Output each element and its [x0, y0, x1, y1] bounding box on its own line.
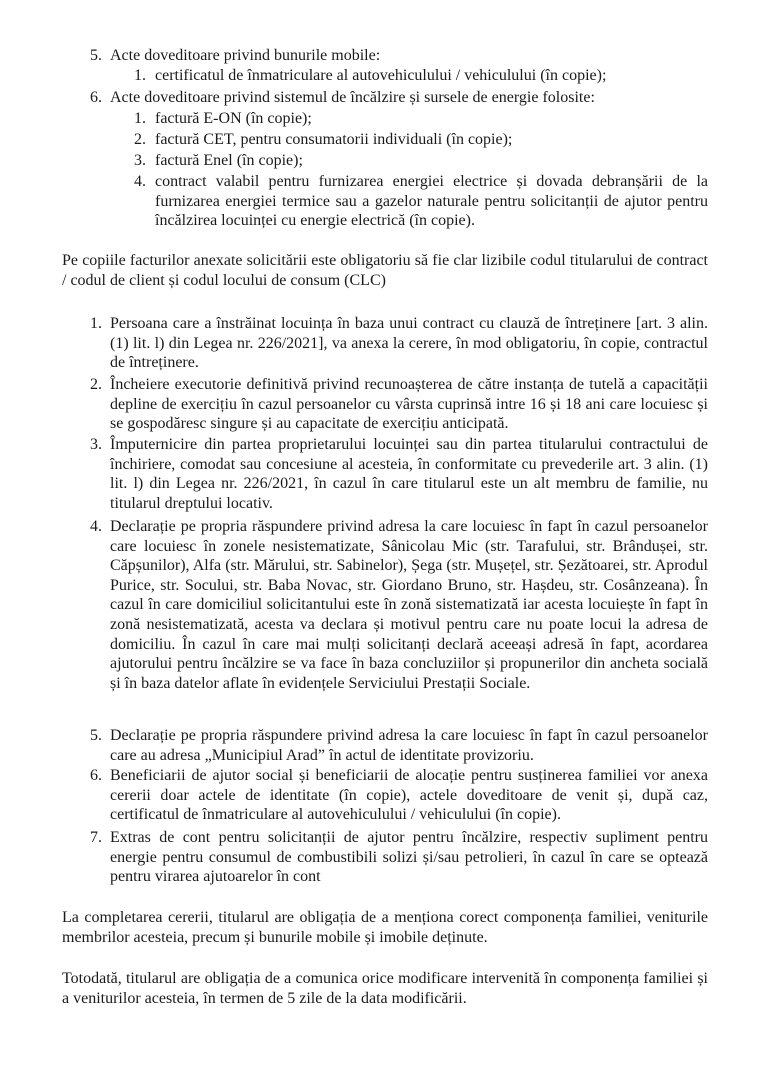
- list-number: 3.: [90, 436, 102, 453]
- closing-paragraph: La completarea cererii, titularul are obligația de a menționa corect componența familiei, veniturile membrilor acesteia, precum și bunurile mobile și imobile deținute.: [62, 909, 708, 946]
- sublist-number: 1.: [134, 67, 146, 84]
- list-number: 6.: [90, 767, 102, 784]
- list-item-text: Extras de cont pentru solicitanții de ajutor pentru încălzire, respectiv supliment pentru energie pentru consumul de combustibili solizi și/sau petrolieri, în cazul în care se optează pentru virarea ajutoarelor în cont: [110, 829, 708, 886]
- sublist-number: 2.: [134, 131, 146, 148]
- list-number: 2.: [90, 376, 102, 393]
- list-number: 1.: [90, 315, 102, 332]
- list-item-text: Persoana care a înstrăinat locuința în baza unui contract cu clauză de întreținere [art. 3 alin. (1) lit. l) din Legea nr. 226/2021], va anexa la cerere, în mod obligatoriu, în copie, contractul de întreținere.: [110, 315, 708, 372]
- closing-paragraph: Totodată, titularul are obligația de a comunica orice modificare intervenită în componența familiei și a veniturilor acesteia, în termen de 5 zile de la data modificării.: [62, 970, 708, 1007]
- sublist-number: 1.: [134, 110, 146, 127]
- list-item-text: Acte doveditoare privind bunurile mobile:: [110, 47, 381, 64]
- list-item-text: Declarație pe propria răspundere privind adresa la care locuiesc în fapt în cazul persoanelor care locuiesc în zonele nesistematizate, Sânicolau Mic (str. Tarafului, str. Brândușei, str. Căpșunilor), Alfa (str. Mărului, str. Sabinelor), Șega (str. Mușețel, str. Șezătoarei, str. Aprodul Purice, str. Socului, str. Baba Novac, str. Giordano Bruno, str. Hașdeu, str. Cosânzeana). În cazul în care domiciliul solicitantului este în zonă sistematizată iar acesta locuiește în fapt în zonă nesistematizată, acesta va declara și motivul pentru care nu poate locui la adresa de domiciliu. În cazul în care mai mulți solicitanți declară aceeași adresă în fapt, acordarea ajutorului pentru încălzire se va face în baza concluziilor și propunerilor din ancheta socială și în baza datelor aflate în evidențele Serviciului Prestații Sociale.: [110, 518, 708, 692]
- list-item-text: Încheiere executorie definitivă privind recunoașterea de către instanța de tutelă a capacității depline de exercițiu în cazul persoanelor cu vârsta cuprinsă intre 16 și 18 ani care locuiesc și se gospodăresc singure și au capacitate de exercițiu anticipată.: [110, 376, 708, 433]
- sublist-number: 4.: [134, 173, 146, 190]
- list-number: 4.: [90, 518, 102, 535]
- list-number: 7.: [90, 829, 102, 846]
- list-number: 5.: [90, 47, 102, 64]
- list-item-text: Acte doveditoare privind sistemul de încălzire și sursele de energie folosite:: [110, 89, 595, 106]
- sublist-item-text: certificatul de înmatriculare al autovehiculului / vehiculului (în copie);: [155, 67, 607, 84]
- list-item-text: Beneficiarii de ajutor social și beneficiarii de alocație pentru susținerea familiei vor anexa cererii doar actele de identitate (în copie), actele doveditoare de venit și, după caz, certificatul de înmatriculare al autovehiculului / vehiculului (în copie).: [110, 767, 708, 824]
- list-number: 5.: [90, 727, 102, 744]
- sublist-item-text: factură E-ON (în copie);: [155, 110, 312, 127]
- sublist-item-text: factură Enel (în copie);: [155, 152, 303, 169]
- list-item-text: Declarație pe propria răspundere privind adresa la care locuiesc în fapt în cazul persoanelor care au adresa „Municipiul Arad” în actul de identitate provizoriu.: [110, 727, 708, 764]
- list-item-text: Împuternicire din partea proprietarului locuinței sau din partea titularului contractului de închiriere, comodat sau concesiune al acesteia, în conformitate cu prevederile art. 3 alin. (1) lit. l) din Legea nr. 226/2021, în cazul în care titularul este un alt membru de familie, nu titularul dreptului locativ.: [110, 436, 708, 512]
- list-number: 6.: [90, 89, 102, 106]
- sublist-number: 3.: [134, 152, 146, 169]
- invoice-note: Pe copiile facturilor anexate solicitării este obligatoriu să fie clar lizibile codul titularului de contract / codul de client și codul locului de consum (CLC): [62, 252, 708, 289]
- sublist-item-text: contract valabil pentru furnizarea energiei electrice și dovada debranșării de la furnizarea energiei termice sau a gazelor naturale pentru solicitanții de ajutor pentru încălzirea locuinței cu energie electrică (în copie).: [155, 173, 708, 230]
- sublist-item-text: factură CET, pentru consumatorii individuali (în copie);: [155, 131, 513, 148]
